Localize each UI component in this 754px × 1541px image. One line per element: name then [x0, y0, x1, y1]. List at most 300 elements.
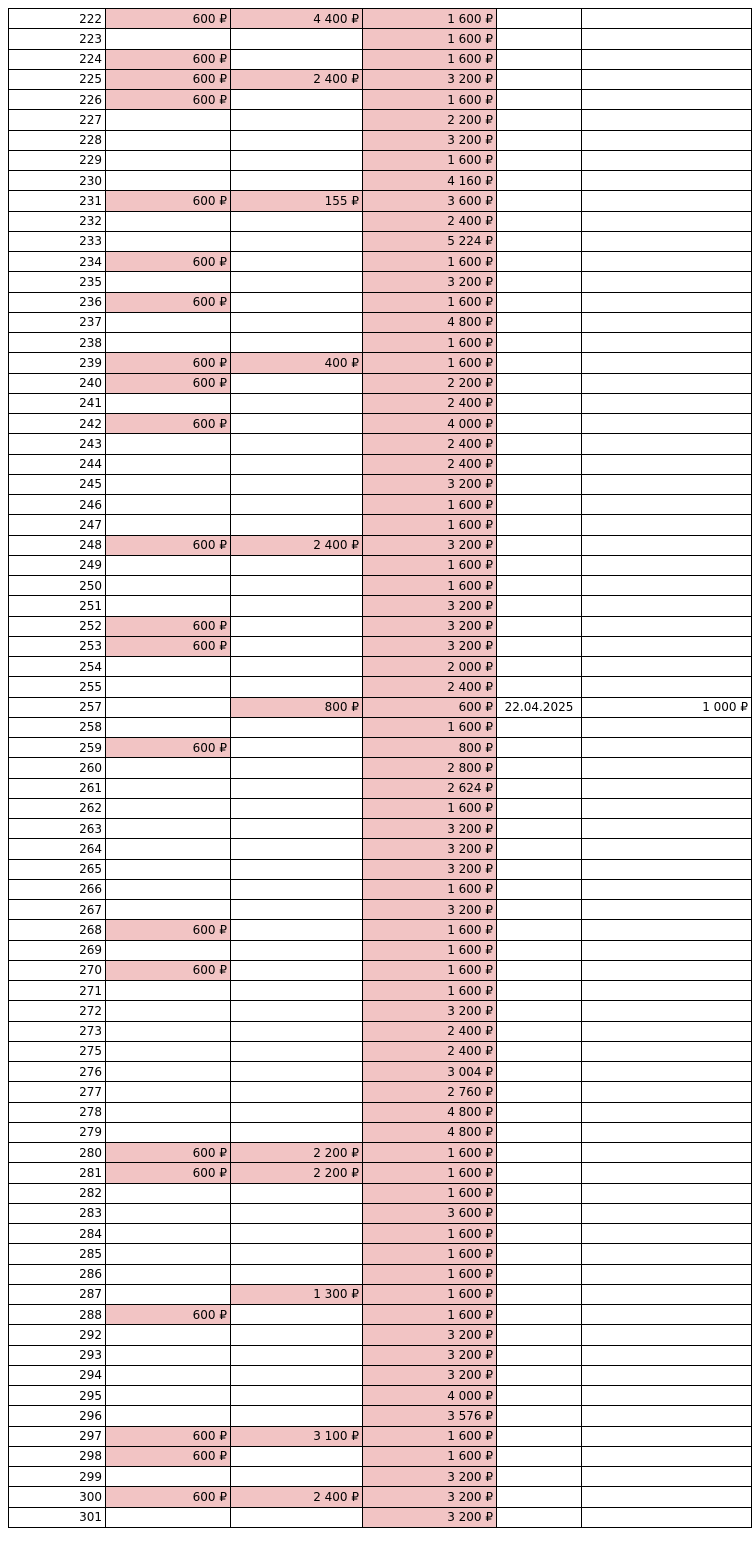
- date-cell[interactable]: [497, 798, 582, 818]
- amount-cell-a[interactable]: [106, 333, 231, 353]
- payment-cell[interactable]: [582, 657, 752, 677]
- total-cell[interactable]: 2 400 ₽: [363, 393, 497, 413]
- total-cell[interactable]: 3 200 ₽: [363, 272, 497, 292]
- payment-cell[interactable]: [582, 1386, 752, 1406]
- payment-cell[interactable]: [582, 1325, 752, 1345]
- payment-cell[interactable]: [582, 920, 752, 940]
- amount-cell-a[interactable]: [106, 758, 231, 778]
- amount-cell-a[interactable]: [106, 1284, 231, 1304]
- total-cell[interactable]: 2 000 ₽: [363, 657, 497, 677]
- date-cell[interactable]: [497, 1487, 582, 1507]
- row-number-cell[interactable]: 279: [9, 1122, 106, 1142]
- row-number-cell[interactable]: 270: [9, 960, 106, 980]
- amount-cell-a[interactable]: [106, 657, 231, 677]
- payment-cell[interactable]: [582, 1122, 752, 1142]
- amount-cell-b[interactable]: 2 400 ₽: [231, 535, 363, 555]
- date-cell[interactable]: [497, 211, 582, 231]
- date-cell[interactable]: [497, 1163, 582, 1183]
- payment-cell[interactable]: [582, 636, 752, 656]
- date-cell[interactable]: [497, 272, 582, 292]
- amount-cell-a[interactable]: [106, 940, 231, 960]
- amount-cell-b[interactable]: [231, 110, 363, 130]
- payment-cell[interactable]: [582, 758, 752, 778]
- row-number-cell[interactable]: 299: [9, 1467, 106, 1487]
- row-number-cell[interactable]: 230: [9, 171, 106, 191]
- payment-cell[interactable]: [582, 333, 752, 353]
- row-number-cell[interactable]: 229: [9, 150, 106, 170]
- payment-cell[interactable]: [582, 1143, 752, 1163]
- amount-cell-a[interactable]: [106, 434, 231, 454]
- payment-cell[interactable]: [582, 859, 752, 879]
- total-cell[interactable]: 1 600 ₽: [363, 29, 497, 49]
- payment-cell[interactable]: [582, 9, 752, 29]
- payment-cell[interactable]: [582, 1203, 752, 1223]
- date-cell[interactable]: [497, 879, 582, 899]
- date-cell[interactable]: [497, 353, 582, 373]
- date-cell[interactable]: [497, 191, 582, 211]
- total-cell[interactable]: 1 600 ₽: [363, 1163, 497, 1183]
- amount-cell-a[interactable]: [106, 515, 231, 535]
- row-number-cell[interactable]: 282: [9, 1183, 106, 1203]
- date-cell[interactable]: [497, 596, 582, 616]
- date-cell[interactable]: [497, 130, 582, 150]
- row-number-cell[interactable]: 247: [9, 515, 106, 535]
- date-cell[interactable]: [497, 312, 582, 332]
- payment-cell[interactable]: [582, 1426, 752, 1446]
- total-cell[interactable]: 4 000 ₽: [363, 414, 497, 434]
- amount-cell-b[interactable]: [231, 940, 363, 960]
- date-cell[interactable]: [497, 1446, 582, 1466]
- total-cell[interactable]: 4 800 ₽: [363, 312, 497, 332]
- date-cell[interactable]: [497, 454, 582, 474]
- payment-cell[interactable]: [582, 1021, 752, 1041]
- date-cell[interactable]: [497, 1001, 582, 1021]
- date-cell[interactable]: [497, 960, 582, 980]
- row-number-cell[interactable]: 254: [9, 657, 106, 677]
- amount-cell-b[interactable]: [231, 839, 363, 859]
- total-cell[interactable]: 2 400 ₽: [363, 454, 497, 474]
- payment-cell[interactable]: [582, 1365, 752, 1385]
- amount-cell-b[interactable]: [231, 981, 363, 1001]
- amount-cell-a[interactable]: [106, 879, 231, 899]
- total-cell[interactable]: 1 600 ₽: [363, 1446, 497, 1466]
- amount-cell-a[interactable]: [106, 1406, 231, 1426]
- date-cell[interactable]: [497, 1284, 582, 1304]
- payment-cell[interactable]: [582, 90, 752, 110]
- payment-cell[interactable]: [582, 252, 752, 272]
- total-cell[interactable]: 1 600 ₽: [363, 1183, 497, 1203]
- amount-cell-a[interactable]: [106, 1365, 231, 1385]
- row-number-cell[interactable]: 248: [9, 535, 106, 555]
- row-number-cell[interactable]: 292: [9, 1325, 106, 1345]
- amount-cell-b[interactable]: [231, 1203, 363, 1223]
- amount-cell-a[interactable]: [106, 1102, 231, 1122]
- row-number-cell[interactable]: 280: [9, 1143, 106, 1163]
- total-cell[interactable]: 2 200 ₽: [363, 110, 497, 130]
- row-number-cell[interactable]: 266: [9, 879, 106, 899]
- row-number-cell[interactable]: 276: [9, 1062, 106, 1082]
- amount-cell-b[interactable]: [231, 1122, 363, 1142]
- amount-cell-a[interactable]: [106, 778, 231, 798]
- total-cell[interactable]: 1 600 ₽: [363, 90, 497, 110]
- payment-cell[interactable]: [582, 454, 752, 474]
- payment-cell[interactable]: 1 000 ₽: [582, 697, 752, 717]
- amount-cell-b[interactable]: [231, 495, 363, 515]
- payment-cell[interactable]: [582, 596, 752, 616]
- total-cell[interactable]: 3 200 ₽: [363, 596, 497, 616]
- date-cell[interactable]: [497, 859, 582, 879]
- row-number-cell[interactable]: 225: [9, 69, 106, 89]
- amount-cell-a[interactable]: [106, 1507, 231, 1527]
- amount-cell-a[interactable]: [106, 130, 231, 150]
- total-cell[interactable]: 3 200 ₽: [363, 1467, 497, 1487]
- payment-cell[interactable]: [582, 1406, 752, 1426]
- amount-cell-b[interactable]: 3 100 ₽: [231, 1426, 363, 1446]
- amount-cell-b[interactable]: 155 ₽: [231, 191, 363, 211]
- total-cell[interactable]: 2 200 ₽: [363, 373, 497, 393]
- date-cell[interactable]: [497, 1183, 582, 1203]
- total-cell[interactable]: 3 200 ₽: [363, 1001, 497, 1021]
- amount-cell-a[interactable]: [106, 798, 231, 818]
- date-cell[interactable]: [497, 49, 582, 69]
- payment-cell[interactable]: [582, 1264, 752, 1284]
- row-number-cell[interactable]: 275: [9, 1041, 106, 1061]
- total-cell[interactable]: 3 200 ₽: [363, 819, 497, 839]
- amount-cell-b[interactable]: [231, 1365, 363, 1385]
- payment-cell[interactable]: [582, 49, 752, 69]
- amount-cell-b[interactable]: [231, 798, 363, 818]
- amount-cell-a[interactable]: [106, 1041, 231, 1061]
- row-number-cell[interactable]: 263: [9, 819, 106, 839]
- total-cell[interactable]: 1 600 ₽: [363, 555, 497, 575]
- amount-cell-b[interactable]: [231, 1183, 363, 1203]
- payment-cell[interactable]: [582, 373, 752, 393]
- amount-cell-b[interactable]: 1 300 ₽: [231, 1284, 363, 1304]
- date-cell[interactable]: [497, 1062, 582, 1082]
- payment-cell[interactable]: [582, 69, 752, 89]
- total-cell[interactable]: 1 600 ₽: [363, 1143, 497, 1163]
- total-cell[interactable]: 1 600 ₽: [363, 150, 497, 170]
- amount-cell-b[interactable]: [231, 1102, 363, 1122]
- amount-cell-a[interactable]: [106, 1386, 231, 1406]
- amount-cell-b[interactable]: [231, 393, 363, 413]
- row-number-cell[interactable]: 272: [9, 1001, 106, 1021]
- amount-cell-b[interactable]: [231, 454, 363, 474]
- total-cell[interactable]: 1 600 ₽: [363, 940, 497, 960]
- total-cell[interactable]: 600 ₽: [363, 697, 497, 717]
- amount-cell-b[interactable]: [231, 657, 363, 677]
- amount-cell-b[interactable]: [231, 150, 363, 170]
- total-cell[interactable]: 3 200 ₽: [363, 636, 497, 656]
- payment-cell[interactable]: [582, 1163, 752, 1183]
- payment-cell[interactable]: [582, 677, 752, 697]
- payment-cell[interactable]: [582, 393, 752, 413]
- row-number-cell[interactable]: 237: [9, 312, 106, 332]
- amount-cell-a[interactable]: [106, 555, 231, 575]
- payment-cell[interactable]: [582, 171, 752, 191]
- date-cell[interactable]: [497, 1305, 582, 1325]
- date-cell[interactable]: [497, 474, 582, 494]
- payment-cell[interactable]: [582, 1446, 752, 1466]
- date-cell[interactable]: [497, 1386, 582, 1406]
- amount-cell-a[interactable]: [106, 1183, 231, 1203]
- date-cell[interactable]: [497, 738, 582, 758]
- payment-cell[interactable]: [582, 191, 752, 211]
- total-cell[interactable]: 4 800 ₽: [363, 1122, 497, 1142]
- date-cell[interactable]: [497, 717, 582, 737]
- amount-cell-a[interactable]: 600 ₽: [106, 1487, 231, 1507]
- amount-cell-b[interactable]: [231, 555, 363, 575]
- amount-cell-a[interactable]: 600 ₽: [106, 69, 231, 89]
- date-cell[interactable]: [497, 1507, 582, 1527]
- total-cell[interactable]: 3 200 ₽: [363, 900, 497, 920]
- date-cell[interactable]: [497, 819, 582, 839]
- date-cell[interactable]: [497, 636, 582, 656]
- amount-cell-a[interactable]: [106, 677, 231, 697]
- payment-cell[interactable]: [582, 353, 752, 373]
- amount-cell-a[interactable]: 600 ₽: [106, 90, 231, 110]
- amount-cell-b[interactable]: [231, 373, 363, 393]
- amount-cell-a[interactable]: [106, 454, 231, 474]
- date-cell[interactable]: [497, 1365, 582, 1385]
- total-cell[interactable]: 4 000 ₽: [363, 1386, 497, 1406]
- row-number-cell[interactable]: 226: [9, 90, 106, 110]
- total-cell[interactable]: 1 600 ₽: [363, 717, 497, 737]
- payment-cell[interactable]: [582, 515, 752, 535]
- total-cell[interactable]: 3 200 ₽: [363, 1507, 497, 1527]
- total-cell[interactable]: 2 400 ₽: [363, 1041, 497, 1061]
- payment-cell[interactable]: [582, 312, 752, 332]
- row-number-cell[interactable]: 227: [9, 110, 106, 130]
- amount-cell-a[interactable]: 600 ₽: [106, 353, 231, 373]
- total-cell[interactable]: 2 760 ₽: [363, 1082, 497, 1102]
- date-cell[interactable]: [497, 1325, 582, 1345]
- amount-cell-b[interactable]: [231, 1001, 363, 1021]
- amount-cell-b[interactable]: [231, 1507, 363, 1527]
- row-number-cell[interactable]: 233: [9, 231, 106, 251]
- amount-cell-a[interactable]: [106, 1203, 231, 1223]
- amount-cell-b[interactable]: 400 ₽: [231, 353, 363, 373]
- amount-cell-b[interactable]: [231, 1041, 363, 1061]
- row-number-cell[interactable]: 253: [9, 636, 106, 656]
- date-cell[interactable]: [497, 29, 582, 49]
- amount-cell-b[interactable]: [231, 211, 363, 231]
- amount-cell-a[interactable]: [106, 819, 231, 839]
- row-number-cell[interactable]: 228: [9, 130, 106, 150]
- row-number-cell[interactable]: 239: [9, 353, 106, 373]
- payment-cell[interactable]: [582, 778, 752, 798]
- amount-cell-b[interactable]: [231, 596, 363, 616]
- row-number-cell[interactable]: 284: [9, 1224, 106, 1244]
- total-cell[interactable]: 3 200 ₽: [363, 1345, 497, 1365]
- amount-cell-a[interactable]: [106, 211, 231, 231]
- total-cell[interactable]: 4 800 ₽: [363, 1102, 497, 1122]
- payment-cell[interactable]: [582, 29, 752, 49]
- date-cell[interactable]: [497, 920, 582, 940]
- total-cell[interactable]: 3 600 ₽: [363, 1203, 497, 1223]
- amount-cell-b[interactable]: [231, 778, 363, 798]
- date-cell[interactable]: [497, 1021, 582, 1041]
- amount-cell-b[interactable]: [231, 1305, 363, 1325]
- amount-cell-a[interactable]: [106, 272, 231, 292]
- amount-cell-b[interactable]: [231, 738, 363, 758]
- total-cell[interactable]: 1 600 ₽: [363, 353, 497, 373]
- payment-cell[interactable]: [582, 798, 752, 818]
- date-cell[interactable]: [497, 778, 582, 798]
- total-cell[interactable]: 1 600 ₽: [363, 1305, 497, 1325]
- payment-cell[interactable]: [582, 110, 752, 130]
- total-cell[interactable]: 3 200 ₽: [363, 859, 497, 879]
- date-cell[interactable]: [497, 839, 582, 859]
- amount-cell-a[interactable]: [106, 150, 231, 170]
- payment-cell[interactable]: [582, 717, 752, 737]
- row-number-cell[interactable]: 262: [9, 798, 106, 818]
- amount-cell-b[interactable]: [231, 1062, 363, 1082]
- row-number-cell[interactable]: 252: [9, 616, 106, 636]
- amount-cell-b[interactable]: 2 400 ₽: [231, 1487, 363, 1507]
- row-number-cell[interactable]: 224: [9, 49, 106, 69]
- row-number-cell[interactable]: 260: [9, 758, 106, 778]
- amount-cell-b[interactable]: [231, 879, 363, 899]
- amount-cell-b[interactable]: [231, 272, 363, 292]
- date-cell[interactable]: 22.04.2025: [497, 697, 582, 717]
- amount-cell-a[interactable]: 600 ₽: [106, 960, 231, 980]
- total-cell[interactable]: 1 600 ₽: [363, 9, 497, 29]
- date-cell[interactable]: [497, 90, 582, 110]
- payment-cell[interactable]: [582, 940, 752, 960]
- amount-cell-b[interactable]: [231, 1345, 363, 1365]
- total-cell[interactable]: 3 200 ₽: [363, 130, 497, 150]
- total-cell[interactable]: 3 200 ₽: [363, 69, 497, 89]
- amount-cell-a[interactable]: [106, 1021, 231, 1041]
- row-number-cell[interactable]: 301: [9, 1507, 106, 1527]
- date-cell[interactable]: [497, 9, 582, 29]
- total-cell[interactable]: 1 600 ₽: [363, 1224, 497, 1244]
- row-number-cell[interactable]: 296: [9, 1406, 106, 1426]
- row-number-cell[interactable]: 281: [9, 1163, 106, 1183]
- total-cell[interactable]: 3 200 ₽: [363, 474, 497, 494]
- amount-cell-a[interactable]: [106, 495, 231, 515]
- amount-cell-b[interactable]: [231, 636, 363, 656]
- amount-cell-a[interactable]: [106, 717, 231, 737]
- amount-cell-b[interactable]: 4 400 ₽: [231, 9, 363, 29]
- row-number-cell[interactable]: 285: [9, 1244, 106, 1264]
- payment-cell[interactable]: [582, 960, 752, 980]
- amount-cell-a[interactable]: 600 ₽: [106, 738, 231, 758]
- date-cell[interactable]: [497, 434, 582, 454]
- row-number-cell[interactable]: 240: [9, 373, 106, 393]
- amount-cell-a[interactable]: 600 ₽: [106, 373, 231, 393]
- row-number-cell[interactable]: 269: [9, 940, 106, 960]
- date-cell[interactable]: [497, 1244, 582, 1264]
- date-cell[interactable]: [497, 555, 582, 575]
- total-cell[interactable]: 1 600 ₽: [363, 1426, 497, 1446]
- date-cell[interactable]: [497, 1224, 582, 1244]
- amount-cell-b[interactable]: [231, 1224, 363, 1244]
- amount-cell-a[interactable]: [106, 1122, 231, 1142]
- payment-cell[interactable]: [582, 981, 752, 1001]
- row-number-cell[interactable]: 222: [9, 9, 106, 29]
- amount-cell-a[interactable]: [106, 859, 231, 879]
- row-number-cell[interactable]: 261: [9, 778, 106, 798]
- payment-cell[interactable]: [582, 839, 752, 859]
- date-cell[interactable]: [497, 252, 582, 272]
- amount-cell-b[interactable]: 2 400 ₽: [231, 69, 363, 89]
- total-cell[interactable]: 1 600 ₽: [363, 252, 497, 272]
- amount-cell-b[interactable]: [231, 859, 363, 879]
- amount-cell-a[interactable]: [106, 576, 231, 596]
- amount-cell-a[interactable]: [106, 1467, 231, 1487]
- payment-cell[interactable]: [582, 900, 752, 920]
- amount-cell-b[interactable]: [231, 49, 363, 69]
- total-cell[interactable]: 1 600 ₽: [363, 515, 497, 535]
- date-cell[interactable]: [497, 616, 582, 636]
- total-cell[interactable]: 3 004 ₽: [363, 1062, 497, 1082]
- total-cell[interactable]: 1 600 ₽: [363, 1244, 497, 1264]
- row-number-cell[interactable]: 294: [9, 1365, 106, 1385]
- date-cell[interactable]: [497, 677, 582, 697]
- total-cell[interactable]: 2 624 ₽: [363, 778, 497, 798]
- date-cell[interactable]: [497, 1406, 582, 1426]
- row-number-cell[interactable]: 232: [9, 211, 106, 231]
- row-number-cell[interactable]: 245: [9, 474, 106, 494]
- amount-cell-a[interactable]: 600 ₽: [106, 1305, 231, 1325]
- payment-cell[interactable]: [582, 1467, 752, 1487]
- date-cell[interactable]: [497, 333, 582, 353]
- payment-cell[interactable]: [582, 1305, 752, 1325]
- total-cell[interactable]: 1 600 ₽: [363, 1284, 497, 1304]
- amount-cell-b[interactable]: 800 ₽: [231, 697, 363, 717]
- payment-cell[interactable]: [582, 1507, 752, 1527]
- amount-cell-a[interactable]: 600 ₽: [106, 920, 231, 940]
- amount-cell-a[interactable]: 600 ₽: [106, 292, 231, 312]
- payment-cell[interactable]: [582, 1183, 752, 1203]
- total-cell[interactable]: 2 800 ₽: [363, 758, 497, 778]
- date-cell[interactable]: [497, 292, 582, 312]
- date-cell[interactable]: [497, 981, 582, 1001]
- payment-cell[interactable]: [582, 495, 752, 515]
- date-cell[interactable]: [497, 414, 582, 434]
- total-cell[interactable]: 5 224 ₽: [363, 231, 497, 251]
- payment-cell[interactable]: [582, 576, 752, 596]
- amount-cell-b[interactable]: [231, 758, 363, 778]
- total-cell[interactable]: 3 600 ₽: [363, 191, 497, 211]
- amount-cell-b[interactable]: [231, 130, 363, 150]
- payment-cell[interactable]: [582, 231, 752, 251]
- date-cell[interactable]: [497, 171, 582, 191]
- payment-cell[interactable]: [582, 272, 752, 292]
- amount-cell-b[interactable]: [231, 616, 363, 636]
- amount-cell-b[interactable]: [231, 920, 363, 940]
- amount-cell-a[interactable]: [106, 110, 231, 130]
- row-number-cell[interactable]: 250: [9, 576, 106, 596]
- row-number-cell[interactable]: 300: [9, 1487, 106, 1507]
- amount-cell-a[interactable]: [106, 1244, 231, 1264]
- amount-cell-a[interactable]: [106, 231, 231, 251]
- amount-cell-b[interactable]: [231, 434, 363, 454]
- row-number-cell[interactable]: 244: [9, 454, 106, 474]
- total-cell[interactable]: 1 600 ₽: [363, 292, 497, 312]
- payment-cell[interactable]: [582, 130, 752, 150]
- amount-cell-a[interactable]: 600 ₽: [106, 1446, 231, 1466]
- row-number-cell[interactable]: 251: [9, 596, 106, 616]
- amount-cell-a[interactable]: [106, 1224, 231, 1244]
- row-number-cell[interactable]: 298: [9, 1446, 106, 1466]
- date-cell[interactable]: [497, 1143, 582, 1163]
- row-number-cell[interactable]: 249: [9, 555, 106, 575]
- amount-cell-b[interactable]: [231, 474, 363, 494]
- amount-cell-a[interactable]: 600 ₽: [106, 9, 231, 29]
